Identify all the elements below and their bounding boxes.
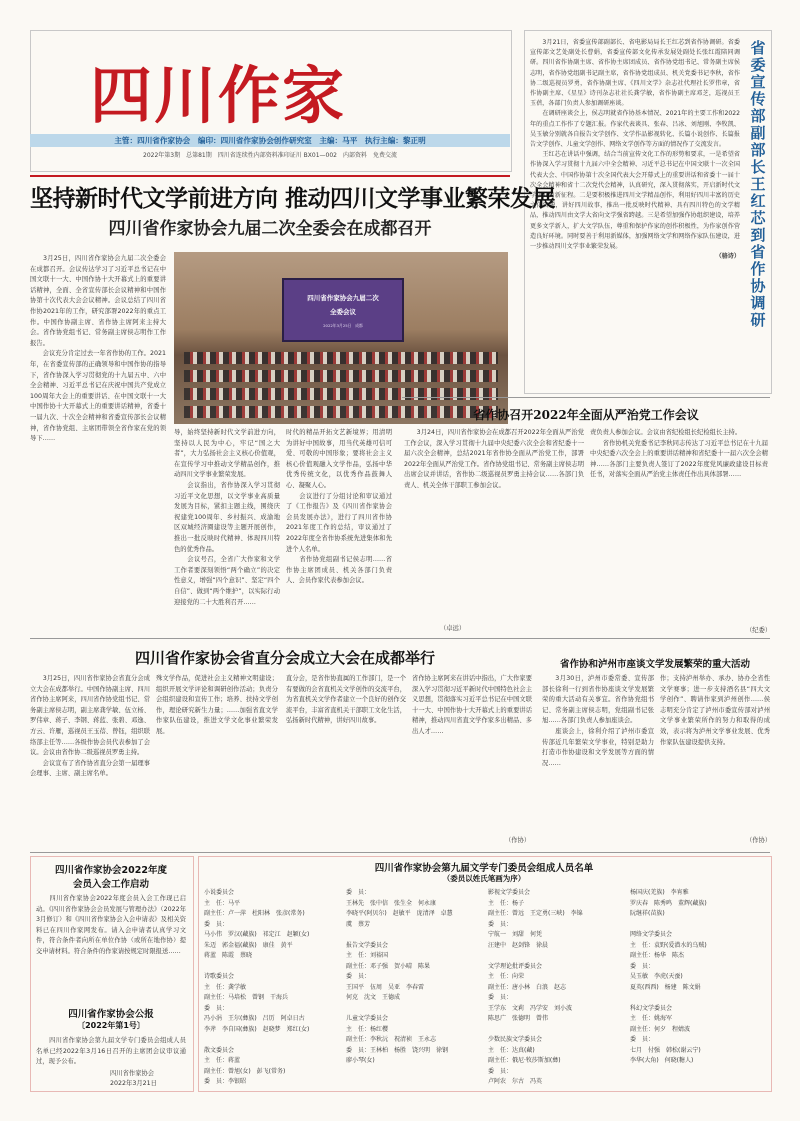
lead-subhead: 四川省作家协会九届二次全委会在成都召开 [108,219,432,239]
audience-row [184,370,498,382]
screen-line3: 2022年3月25日 成都 [323,323,363,328]
zhimen-col3: 直分会，是省作协直属的工作部门，是一个有要做的会省直机关文学创作的交流平台，为省直机关文学作者建立一个良好的创作交流平台，丰富省直机关干部职工文化生活，弘扬新时代精神，讲好四川故事。 [286,675,406,725]
notice2-title-line2: 〔2022年第1号〕 [77,1021,145,1030]
zhimen-col4: 省作协主席阿来在讲话中指出，广大作家要深入学习贯彻习近平新时代中国特色社会主义思想，贯彻落实习近平总书记在中国文联十一大、中国作协十大开幕式上的重要讲话精神，推动四川省直文学作家多出精品、多出人才…… [412,675,532,735]
committees-subtitle: （委员以姓氏笔画为序） [442,874,526,883]
committees-col1: 小说委员会 主 任：马平 副主任：卢一萍 杜阳林 张彦(常务) 委 员： 马小伟 罗汉(藏族) 祁定江 赵颖(女) 朱迈 郭金福(藏族) 康佳 黄平 蒋蓝 陈霞 蔡晓 诗歌委员会 主 任：龚学敏 副主任：马培松 曾钢 干海兵 委 员： 冯小涓 王尔(彝族) 吕历 阿卓日古 李斧 李自国(彝族) 赵晓梦 郑红(女) 散文委员会 主 任：蒋蓝 副主任：曾旭(女) 彭飞(常务) 委 员：李银昭 [204,889,310,1085]
notice2-sig1: 四川省作家协会 [110,1070,155,1077]
rule [402,397,770,398]
conference-photo [174,252,508,424]
lead-headline: 坚持新时代文学前进方向 推动四川文学事业繁荣发展 [30,185,556,212]
quanmian-col1: 3月24日，四川省作家协会在成都召开2022年全面从严治党工作会议，深入学习贯彻十九届中央纪委六次全会和省纪委十一届六次全会精神，总结2021年省作协全面从严治党工作，部署2022年全面从严治党工作。省作协党组书记、常务副主席侯志明出席会议并讲话，省作协二级巡视员罗勇主持会议……各部门负责人、机关全体干部职工参加会议。 [404,429,584,489]
rule [30,852,770,853]
lead-byline: （卓远） [440,625,466,632]
zhimen-col1: 3月25日，四川省作家协会省直分会成立大会在成都举行。中国作协副主席、四川省作协主席阿来，四川省作协党组书记、常务副主席侯志明，副主席龚学敏、伍立杨、罗伟章、蒋子、李钢、蒋蓝、张碧、邓逸、方云、许雁，巡视员王玉蓓、曾钰，组织联络部主任等……各级作协会员代表参加了会议。会议由省作协二级巡视员罗勇主持。 会议宣布了省作协省直分会第一届理事会理事、主席、副主席名单。 [30,675,150,778]
audience-row [184,352,498,364]
quanmian-col2: 责负责人参加会议。会议由省纪检组长纪检组长主持。 省作协机关党委书记李秋同志传达了习近平总书记在十九届中央纪委六次全会上的重要讲话精神和省纪委十一届六次全会精神……各部门主要负责人签订了2022年度党风廉政建设目标责任书，对落实全面从严治党主体责任作出具体部署…… [590,429,768,479]
notice2-title-line1: 四川省作家协会公报 [68,1009,154,1020]
zhimen-col2: 殊文学作品，促进社会主义精神文明建设；组织开展文学评论和调研创作活动；负责分会组织建设和宣传工作；培养、扶持文学创作，理论研究新生力量；……加强省直文学作家队伍建设，推进文学文化事业繁荣发展。 [156,675,278,735]
sidebar-p3: 王红芯在讲话中强调，结合当前宣传文化工作的形势和要求，一是希望省作协深入学习贯彻十九届六中全会精神、习近平总书记在中国文联十一次全国代表大会、中国作协第十次全国代表大会开幕式上的重要讲话和省委十一届十次全会精神和省十二次党代会精神，认真研究，深入贯彻落实，开启新时代文学事业的新征程。二是要积极推进四川文学精品创作，利用好四川丰富的历史文化资源，讲好四川故事，推出一批反映时代精神、具有四川特色的文学精品，推动四川由文学大省向文学强省跨越。三是希望加强作协组织建设，培养更多文学新人，扩大文学队伍，尊重和保护作家的创作积极性，为作家创作营造良好环境。同时要善于利用新媒体，加强网络文学和网络作家队伍建设，进一步推动四川文学事业繁荣发展。 [530,151,740,251]
zhimen-byline: （作协） [505,837,531,844]
luzhou-byline: （作协） [746,837,772,844]
lead-col1: 3月25日，四川省作家协会九届二次全委会在成都召开。会议传达学习了习近平总书记在中国文联十一大、中国作协十大开幕式上的重要讲话精神，全面、全省宣传部长会议精神和中国作协第十次代表大会会议精神。会议总结了四川省作协2021年的工作，研究部署2022年的重点工作。中国作协副主席、省作协主席阿来主持大会。省作协党组书记、常务副主席侯志明作工作报告。 会议充分肯定过去一年省作协的工作。2021年，在省委宣传部的正确领导和中国作协的指导下，省作协深入学习贯彻党的十九届五中、六中全会精神、习近平总书记在庆祝中国共产党成立100周年大会上的重要讲话、在中国文联十一大中国作协十大开幕式上的重要讲话精神，省委十一届九次、十次全会精神和省委宣传部长会议精神，省作协党组、主席团带领全省作家在党的领导下…… [30,255,166,443]
masthead-logo: 四川作家 [90,59,347,132]
sidebar-p2: 在调研座谈会上，侯志明就省作协基本情况、2021年的主要工作和2022年的重点工作作了专题汇报。作家代表谈具、张春、吕冰、刘旭刚、李牧凯、吴玉敏分别就各自报告文学创作、文学作品影视转化、长篇小说创作、长篇报告文学创作、儿童文学创作、网络文学创作等方面的情况作了交流发言。 [530,110,740,149]
headline-rule [30,175,510,177]
sidebar-title: 省委宣传部副部长王红芯到省作协调研 [750,39,766,329]
audience-row [184,388,498,400]
committees-title: 四川省作家协会第九届文学专门委员会组成人员名单 [374,863,594,874]
issue-info: 2022年第3期 总第81期 四川省连续性内部资料准印证川 BX01—002 内部资料 免费交流 [143,152,397,159]
sidebar-body [530,38,740,386]
zhimen-title: 四川省作家协会省直分会成立大会在成都举行 [134,649,435,667]
lead-col3: 时代的精品开拓文艺新境界；用清明为讲好中国故事，用当代英雄可信可爱、可敬的中国形象；要将社会主义核心价值观融入文学作品，弘扬中华优秀传统文化，以优秀作品鼓舞人心、凝聚人心。 会议进行了分组讨论和审议通过了《工作报告》及《四川省作家协会会员发展办法》，进行了四川省作协2021年度工作的总结，审议通过了2022年度全省作协系统先进集体和先进个人名单。 省作协党组副书记侯志明……省作协主席团成员、机关各部门负责人、会员作家代表参加会议。 [286,429,392,585]
rule [30,638,770,639]
notice2-sig2: 2022年3月21日 [110,1080,157,1087]
notice1-body: 四川省作家协会2022年度会员入会工作现已启动。《四川省作家协会会员发展与管理办法》（2022年3月修订）和《四川省作家协会入会申请表》及相关资料已在四川作家网发布。请入会申请者认真学习文件，符合条件者向所在单位作协（或所在地作协）提交申请材料。符合条件的作家请按规定时限报送…… [36,895,186,955]
screen-line2: 全委会议 [330,308,356,316]
notice1-title-line1: 四川省作家协会2022年度 [55,865,167,876]
quanmian-title: 省作协召开2022年全面从严治党工作会议 [473,408,699,422]
sponsor-line: 主管：四川省作家协会 编印：四川省作家协会创作研究室 主编：马平 执行主编：黎正明 [114,136,426,145]
luzhou-col2: 作；支持泸州举办、承办、协办全省性文学赛事；进一步支持酒名县“四大文学创作”、聘请作家到泸州创作……侯志明充分肯定了泸州市委宣传部对泸州文学事业繁荣所作的努力和取得的成效，表示将为泸州文学事业发展、优秀作家队伍建设提供支持。 [660,675,770,746]
sidebar-byline: （骆诗） [715,253,740,261]
quanmian-byline: （纪委） [746,627,772,634]
notice2-body: 四川省作家协会第九届文学专门委员会组成人员名单已经2022年3月16日召开的主席团会议审议通过，现予公布。 [36,1037,186,1066]
luzhou-title: 省作协和泸州市座谈文学发展繁荣的重大活动 [559,659,750,670]
screen-line1: 四川省作家协会九届二次 [307,294,379,302]
luzhou-col1: 3月30日，泸州市委常委、宣传部部长徐利一行到省作协座谈文学发展繁荣的重大活动有关事宜。省作协党组书记、常务副主席侯志明，党组副书记张旭……各部门负责人参加座谈会。 座谈会上，徐利介绍了泸州市委宣传部近几年繁荣文学事业，特别是助力打造市作协建设和文学发展等方面的情况…… [542,675,654,767]
stage-screen [282,278,404,342]
notice1-title-line2: 会员入会工作启动 [72,879,149,890]
committees-col4: 杨国庆(羌族) 李宵雅 罗庆春 陈秀鸣 董辉(藏族) 阮继祥(苗族) 网络文学委员会 主 任：袁野(爱潜水的乌贼) 副主任：杨华 陈杰 委 员： 吴玉敏 李虎(天蚕) 夏英(西西) 杨建 陈文娟 科幻文学委员会 主 任：姚海军 副主任：何夕 程婧波 委 员： 七月 付强 韩松(谢云宁) 李华(大角) 何晓(糖人) [630,889,707,1064]
committees-col3: 影视文学委员会 主 任：杨子 副主任：曾远 王定勇(三峡) 李锦 委 员： 宁航一 刘甜 何凭 汪建中 赵剑锋 徐晨 文学理论批评委员会 主 任：向荣 副主任：唐小林 白浪 赵志 委 员： 王学东 文莉 冯学安 刘小波 陈思广 张德明 曾伟 少数民族文学委员会 主 任：达真(藏) 副主任：俄尼·牧莎斯加(彝) 委 员： 卢阿农 尔古 冯英 [488,889,583,1085]
committees-col2: 委 员： 王林先 张中信 张生全 何永康 李晓平(阿贝尔) 赵敏平 庞清泽 卓慧 虞 蔡芳 报告文学委员会 主 任：刘裕国 副主任：邓子强 贺小晴 陈果 委 员： 王国平 伍周 吴亚 李春雷 何克 沈文 王德成 儿童文学委员会 主 任：杨红樱 副主任：李秋沅 祝清祯 王永志 委 员：王林柏 杨胜 饶兴明 徐钢 廖小琴(女) [346,889,453,1064]
lead-col2: 导，始终坚持新时代文学前进方向，坚持以人民为中心，牢记“国之大者”，大力弘扬社会主义核心价值观，在宣传学习中推动文学精品创作，推动四川文学事业繁荣发展。 会议指出，省作协深入学习贯彻习近平文化思想，以文学事业高质量发展为目标，紧扣主题主线，围绕庆祝建党100周年、乡村振兴、成渝地区双城经济圈建设等主题开展创作，推出一批反映时代精神、体现四川特色的优秀作品。 会议号召，全省广大作家和文学工作者要深刻领悟“两个确立”的决定性意义，增强“四个意识”、坚定“四个自信”、做到“两个维护”，以实际行动迎接党的二十大胜利召开…… [174,429,280,606]
sidebar-p1: 3月21日，省委宣传部副部长、省电影局局长王红芯到省作协调研。省委宣传部文艺处副处长曹娟，省委宣传部文化传承发展处副处长张红霞陪同调研。四川省作协副主席、省作协主席团成员、省作协党组书记、常务副主席侯志明，省作协党组副书记副主席，省作协党组成员、机关党委书记李秋，省作协二级巡视员罗勇，省作协副主席、《四川文学》杂志社代理社长罗伟章，省作协副主席、《星星》诗刊杂志社社长龚学敏，省作协副主席邓芝，巡视员王玉蓓，各部门负责人参加调研座谈。 [530,39,740,108]
